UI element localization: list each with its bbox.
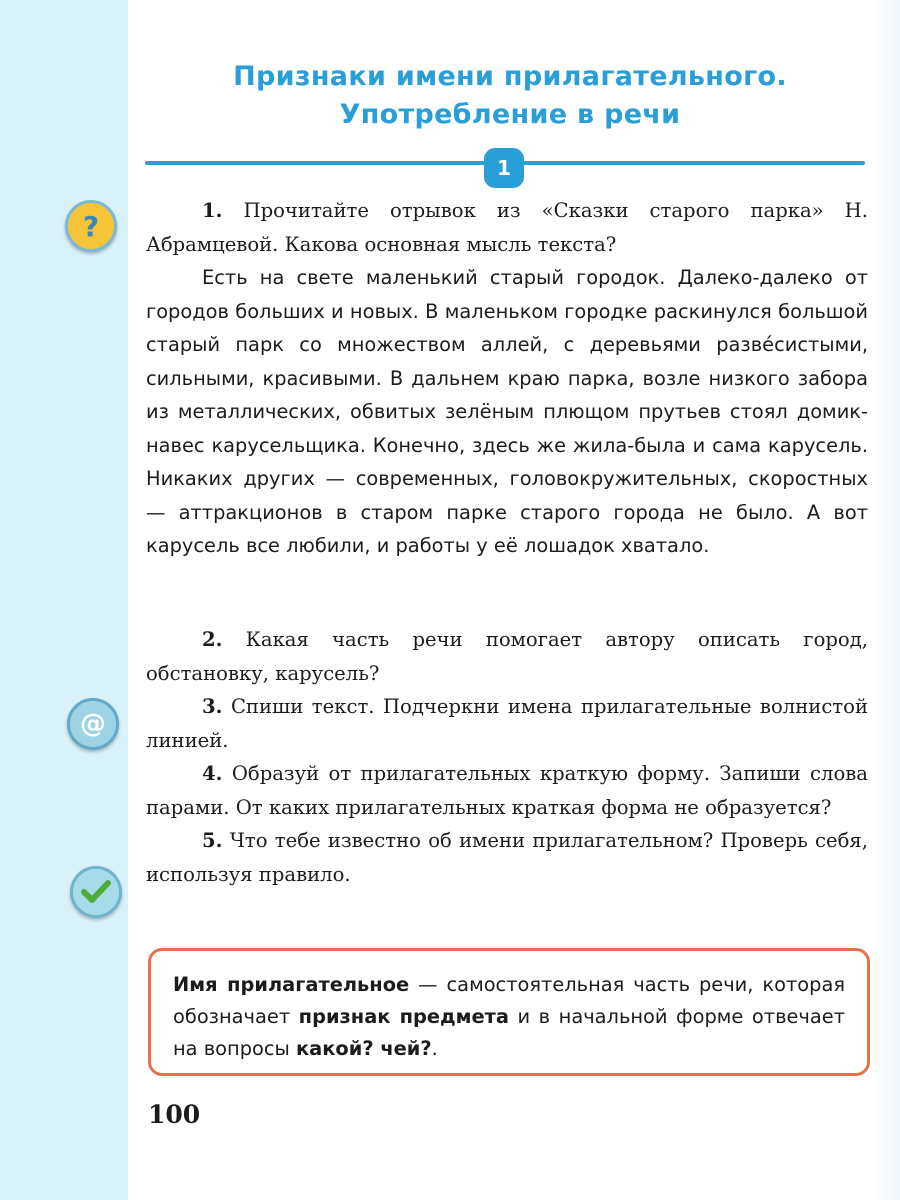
task-1 (146, 194, 868, 261)
page-title (130, 58, 890, 134)
at-glyph: @ (80, 709, 106, 739)
excerpt-text: Есть на свете маленький старый городок. Далеко-далеко от городов больших и новых. В маленьком городке раскинулся большой старый парк со множеством аллей, с деревьями развéсистыми, сильными, красивыми. В дальнем краю парка, возле низкого забора из металлических, обвитых зелёным плющом прутьев стоял домик-навес карусельщика. Конечно, здесь же жила-была и сама карусель. Никаких других — современных, головокружительных, скоростных — аттракционов в старом парке старого города не было. А вот карусель все любили, и работы у её лошадок хватало. (146, 266, 868, 557)
title-line-2: Употребление в речи (339, 99, 681, 130)
rule-text-1: — самостоятельная часть речи, которая обозначает (173, 973, 845, 1028)
title-line-1: Признаки имени прилагательного. (233, 61, 787, 92)
lesson-number-badge: 1 (484, 148, 524, 188)
rule-emphasis-1: признак предмета (298, 1005, 509, 1028)
page-number: 100 (148, 1100, 201, 1129)
margin-strip (0, 0, 128, 1200)
rule-emphasis-2: какой? чей? (296, 1037, 432, 1060)
task-number: 4. (202, 762, 223, 785)
rule-term: Имя прилагательное (173, 973, 410, 996)
task-5 (146, 824, 868, 891)
rule-text-3: . (431, 1037, 438, 1060)
at-sign-icon (67, 698, 119, 750)
task-number: 1. (202, 199, 223, 222)
tasks-block (146, 623, 868, 891)
task-2 (146, 623, 868, 690)
task-4 (146, 757, 868, 824)
task-text: Какая часть речи помогает автору описать город, обстановку, карусель? (146, 628, 868, 685)
task-1-block (146, 194, 868, 563)
task-number: 5. (202, 829, 223, 852)
task-text: Образуй от прилагательных краткую форму. Запиши слова парами. От каких прилагательных краткая форма не образуется? (146, 762, 868, 819)
rule-text-2: и в начальной форме отвечает на вопросы (173, 1005, 845, 1060)
question-glyph: ? (82, 209, 100, 243)
task-3 (146, 690, 868, 757)
rule-box (148, 948, 870, 1076)
page-edge (870, 0, 900, 1200)
task-number: 2. (202, 628, 223, 651)
task-text: Прочитайте отрывок из «Сказки старого парка» Н. Абрамцевой. Какова основная мысль текста? (146, 199, 868, 256)
question-icon (65, 200, 117, 252)
checkmark-icon (70, 866, 122, 918)
task-text: Что тебе известно об имени прилагательном? Проверь себя, используя правило. (146, 829, 868, 886)
checkmark-svg (81, 879, 111, 905)
task-text: Спиши текст. Подчеркни имена прилагательные волнистой линией. (146, 695, 868, 752)
task-number: 3. (202, 695, 223, 718)
